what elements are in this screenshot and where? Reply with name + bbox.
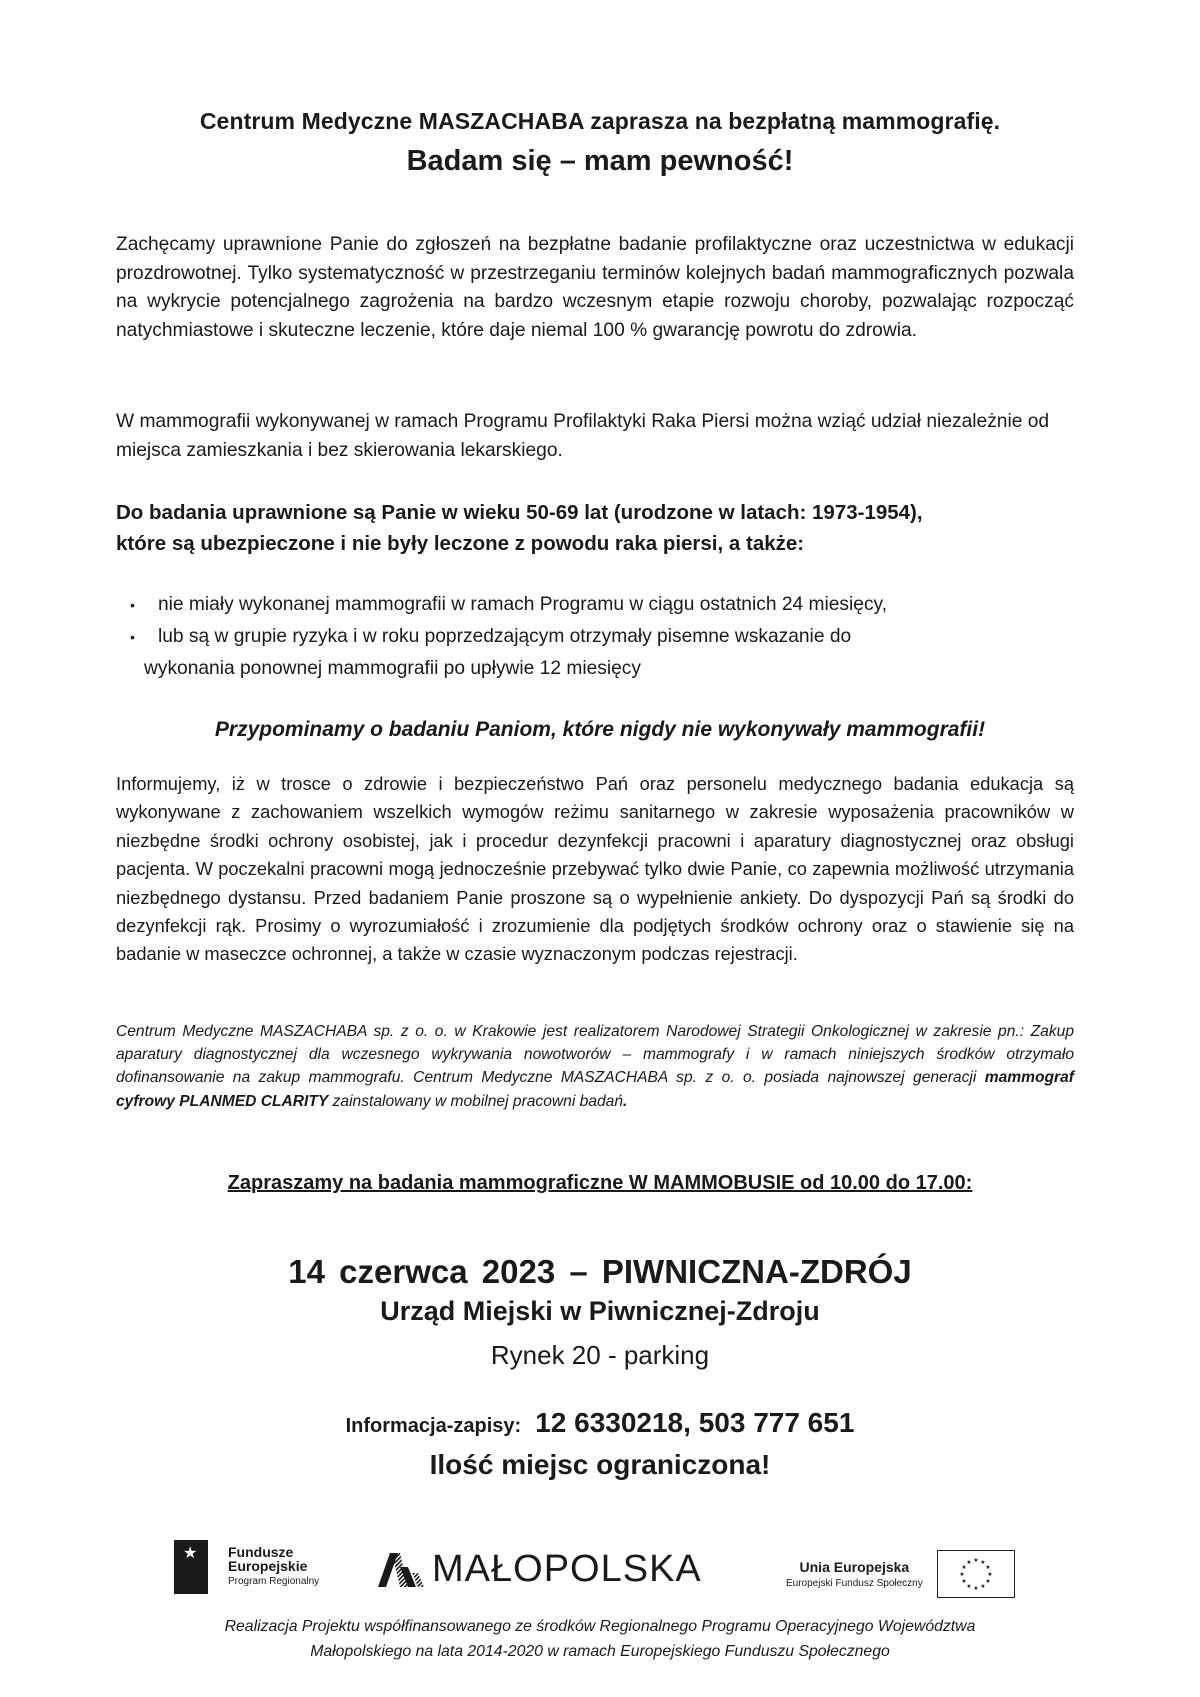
svg-text:★: ★ xyxy=(961,1565,967,1571)
fe-line-3: Program Regionalny xyxy=(228,1576,320,1587)
eligibility-line-1: Do badania uprawnione są Panie w wieku 50-69 lat (urodzone w latach: 1973-1954), xyxy=(116,501,923,524)
eu-flag-icon xyxy=(937,1550,1015,1598)
sponsor-logos xyxy=(0,1540,1200,1610)
eligibility-heading xyxy=(116,497,1086,559)
svg-text:★: ★ xyxy=(959,1572,965,1578)
event-contact xyxy=(0,1407,1200,1439)
bullet-text: nie miały wykonanej mammografii w ramach Programu w ciągu ostatnich 24 miesięcy, xyxy=(158,594,888,615)
fundusze-europejskie-logo xyxy=(174,1540,319,1594)
eligibility-list xyxy=(130,589,1080,684)
bullet-continuation: wykonania ponownej mammografii po upływie 12 miesięcy xyxy=(144,658,641,679)
bullet-icon: • xyxy=(130,597,135,613)
ue-line-1: Unia Europejska xyxy=(799,1559,910,1575)
note-device-name: mammograf cyfrowy PLANMED CLARITY xyxy=(116,1069,1074,1110)
malopolska-logo xyxy=(378,1548,702,1591)
svg-text:★: ★ xyxy=(985,1565,991,1571)
event-address: Rynek 20 - parking xyxy=(490,1340,710,1370)
footer-line-1: Realizacja Projektu współfinansowanego ze środków Regionalnego Programu Operacyjnego Województwa xyxy=(224,1618,976,1635)
reminder-text: Przypominamy o badaniu Paniom, które nigdy nie wykonywały mammografii! xyxy=(214,718,986,741)
note-part-2: zainstalowany w mobilnej pracowni badań xyxy=(328,1092,623,1110)
header-title: Centrum Medyczne MASZACHABA zaprasza na bezpłatną mammografię. xyxy=(199,108,1001,134)
contact-phones: 12 6330218, 503 777 651 xyxy=(535,1407,855,1438)
svg-text:★: ★ xyxy=(980,1584,986,1590)
svg-text:★: ★ xyxy=(987,1572,993,1578)
bullet-text: lub są w grupie ryzyka i w roku poprzedzającym otrzymały pisemne wskazanie do xyxy=(158,626,852,647)
bullet-icon: • xyxy=(130,629,135,645)
fe-line-1: Fundusze xyxy=(228,1544,294,1560)
malopolska-mountain-icon xyxy=(378,1553,424,1587)
intro-paragraph-2: W mammografii wykonywanej w ramach Programu Profilaktyki Raka Piersi można wziąć udział niezależnie od miejsca zamieszkania i bez skierowania lekarskiego. xyxy=(116,411,1050,461)
svg-text:★: ★ xyxy=(985,1579,991,1585)
note-end: . xyxy=(623,1092,628,1110)
event-invite: Zapraszamy na badania mammograficzne W MAMMOBUSIE od 10.00 do 17.00: xyxy=(227,1172,973,1194)
event-date-location: 14 czerwca 2023 – PIWNICZNA-ZDRÓJ xyxy=(288,1253,912,1290)
footer-line-2: Małopolskiego na lata 2014-2020 w ramach Europejskiego Funduszu Społecznego xyxy=(310,1643,890,1660)
list-item xyxy=(130,589,1080,621)
event-venue: Urząd Miejski w Piwnicznej-Zdroju xyxy=(380,1296,820,1326)
list-item xyxy=(130,621,1080,653)
footer-funding-statement xyxy=(0,1614,1200,1664)
header-slogan: Badam się – mam pewność! xyxy=(406,145,794,177)
svg-text:★: ★ xyxy=(973,1558,979,1564)
eligibility-line-2: które są ubezpieczone i nie były leczone z powodu raka piersi, a także: xyxy=(116,532,805,555)
malopolska-text: MAŁOPOLSKA xyxy=(432,1548,702,1590)
svg-text:★: ★ xyxy=(980,1560,986,1566)
svg-text:★: ★ xyxy=(961,1579,967,1585)
note-part-1: Centrum Medyczne MASZACHABA sp. z o. o. w Krakowie jest realizatorem Narodowej Strategii Onkologicznej w zakresie pn.: Zakup aparatury diagnostycznej dla wczesnego wykrywania nowotworów – mammografy i w ramach niniejszych środków otrzymało dofinansowanie na zakup mammografu. Centrum Medyczne MASZACHABA sp. z o. o. posiada najnowszej generacji xyxy=(116,1023,1074,1087)
svg-text:★: ★ xyxy=(973,1586,979,1592)
fe-line-2: Europejskie xyxy=(228,1558,308,1574)
star-icon: ★ xyxy=(174,1540,208,1594)
intro-paragraph-1: Zachęcamy uprawnione Panie do zgłoszeń na bezpłatne badanie profilaktyczne oraz uczestnictwa w edukacji prozdrowotnej. Tylko systematyczność w przestrzeganiu terminów kolejnych badań mammograficznych pozwala na wykrycie potencjalnego zagrożenia na bardzo wczesnym etapie rozwoju choroby, pozwalając rozpocząć natychmiastowe i skuteczne leczenie, które daje niemal 100 % gwarancję powrotu do zdrowia. xyxy=(116,234,1074,341)
ue-line-2: Europejski Fundusz Społeczny xyxy=(786,1578,923,1589)
safety-info-paragraph: Informujemy, iż w trosce o zdrowie i bezpieczeństwo Pań oraz personelu medycznego badania edukacja są wykonywane z zachowaniem wszelkich wymogów reżimu sanitarnego w zakresie wyposażenia pracowników w niezbędne środki ochrony osobistej, jak i procedur dezynfekcji pracowni i aparatury diagnostycznej oraz obsługi pacjenta. W poczekalni pracowni mogą jednocześnie przebywać tylko dwie Panie, co zapewnia możliwość utrzymania niezbędnego dystansu. Przed badaniem Panie proszone są o wypełnienie ankiety. Do dyspozycji Pań są środki do dezynfekcji rąk. Prosimy o wyrozumiałość i zrozumienie dla podjętych środków ochrony oraz o stawienie się na badanie w maseczce ochronnej, a także w czasie wyznaczonym podczas rejestracji. xyxy=(116,773,1074,965)
svg-text:★: ★ xyxy=(966,1584,972,1590)
funding-note xyxy=(116,1020,1074,1113)
unia-europejska-logo xyxy=(786,1550,1015,1598)
contact-label: Informacja-zapisy: xyxy=(345,1415,522,1437)
svg-text:★: ★ xyxy=(966,1560,972,1566)
limited-places-notice: Ilość miejsc ograniczona! xyxy=(429,1449,771,1480)
